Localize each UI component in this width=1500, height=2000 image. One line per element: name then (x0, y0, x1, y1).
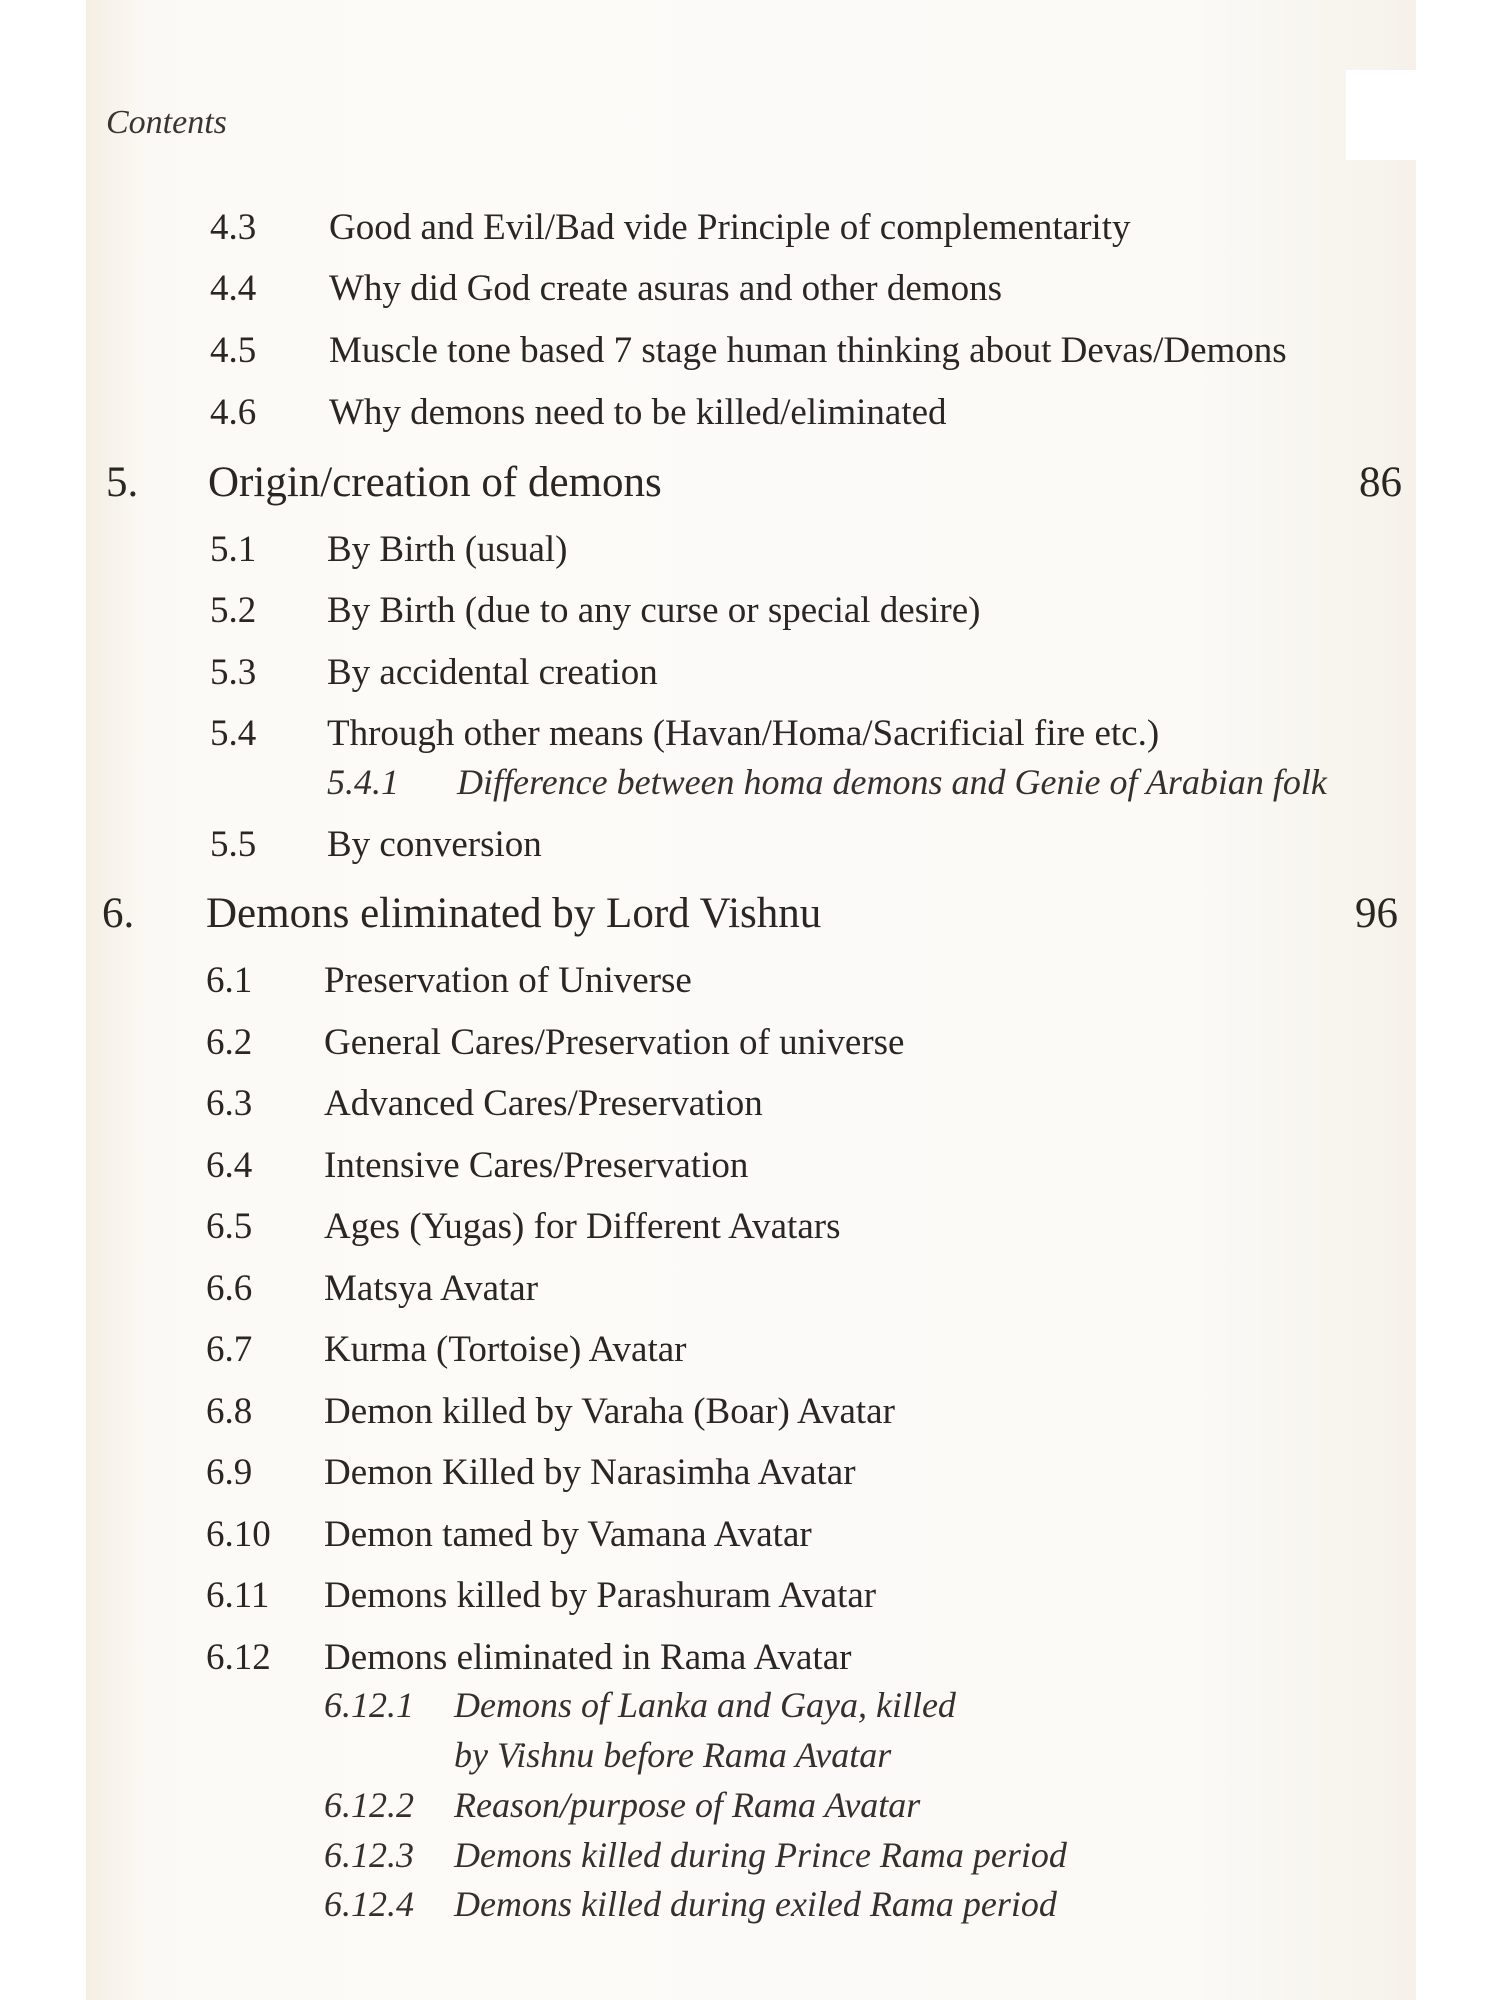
section-title: By accidental creation (327, 652, 658, 693)
section-number: 6.5 (206, 1206, 253, 1247)
section-title: Preservation of Universe (324, 960, 692, 1001)
toc-chapter-5 (106, 458, 1402, 510)
section-title: Ages (Yugas) for Different Avatars (324, 1206, 841, 1247)
section-number: 5.1 (210, 529, 257, 570)
section-title: Advanced Cares/Preservation (324, 1083, 763, 1124)
section-number: 6.12.1 (324, 1685, 414, 1725)
section-number: 6.12.2 (324, 1785, 414, 1825)
section-title: By conversion (327, 824, 542, 865)
section-title: Matsya Avatar (324, 1268, 539, 1309)
section-number: 6.6 (206, 1268, 253, 1309)
section-number: 5.3 (210, 652, 257, 693)
section-number: 6.7 (206, 1329, 253, 1370)
section-title: Demon Killed by Narasimha Avatar (324, 1452, 856, 1493)
section-title: Through other means (Havan/Homa/Sacrificial fire etc.) (327, 713, 1160, 754)
section-title: Demon tamed by Vamana Avatar (324, 1514, 812, 1555)
running-head: Contents (106, 104, 227, 141)
chapter-page-number: 86 (1359, 459, 1402, 506)
section-title: Kurma (Tortoise) Avatar (324, 1329, 687, 1370)
section-title: Good and Evil/Bad vide Principle of complementarity (329, 207, 1131, 248)
section-title: General Cares/Preservation of universe (324, 1022, 905, 1063)
section-number: 5.2 (210, 590, 257, 631)
section-number: 6.2 (206, 1022, 253, 1063)
section-number: 6.12.4 (324, 1884, 414, 1924)
chapter-title: Demons eliminated by Lord Vishnu (206, 890, 822, 937)
section-number: 4.4 (210, 268, 257, 309)
toc-chapter-6 (102, 889, 1398, 941)
chapter-page-number: 96 (1355, 890, 1398, 937)
section-number: 4.5 (210, 330, 257, 371)
section-title: Demons killed by Parashuram Avatar (324, 1575, 877, 1616)
section-number: 4.6 (210, 392, 257, 433)
section-number: 5.4.1 (327, 762, 399, 802)
section-title-line-2: by Vishnu before Rama Avatar (454, 1735, 892, 1775)
chapter-number: 5. (106, 459, 139, 506)
section-title-line-1: Demons of Lanka and Gaya, killed (454, 1685, 956, 1725)
section-number: 4.3 (210, 207, 257, 248)
section-number: 6.12.3 (324, 1835, 414, 1875)
section-title: Demons eliminated in Rama Avatar (324, 1637, 852, 1678)
chapter-title: Origin/creation of demons (208, 459, 662, 506)
section-number: 6.10 (206, 1514, 271, 1555)
section-title: Why did God create asuras and other demons (329, 268, 1002, 309)
section-title: Demons killed during Prince Rama period (454, 1835, 1067, 1875)
section-number: 6.9 (206, 1452, 253, 1493)
chapter-number: 6. (102, 890, 135, 937)
section-title: Intensive Cares/Preservation (324, 1145, 749, 1186)
section-title: Difference between homa demons and Genie of Arabian folk (457, 762, 1327, 802)
section-number: 6.12 (206, 1637, 271, 1678)
section-title: Demons killed during exiled Rama period (454, 1884, 1057, 1924)
section-number: 5.4 (210, 713, 257, 754)
section-number: 6.4 (206, 1145, 253, 1186)
section-title: Muscle tone based 7 stage human thinking about Devas/Demons (329, 330, 1287, 371)
section-title: Demon killed by Varaha (Boar) Avatar (324, 1391, 895, 1432)
section-title: By Birth (due to any curse or special desire) (327, 590, 981, 631)
section-number: 6.1 (206, 960, 253, 1001)
section-number: 6.3 (206, 1083, 253, 1124)
section-number: 6.11 (206, 1575, 270, 1616)
section-number: 5.5 (210, 824, 257, 865)
section-title: By Birth (usual) (327, 529, 568, 570)
section-title: Why demons need to be killed/eliminated (329, 392, 947, 433)
section-title: Reason/purpose of Rama Avatar (454, 1785, 921, 1825)
section-number: 6.8 (206, 1391, 253, 1432)
